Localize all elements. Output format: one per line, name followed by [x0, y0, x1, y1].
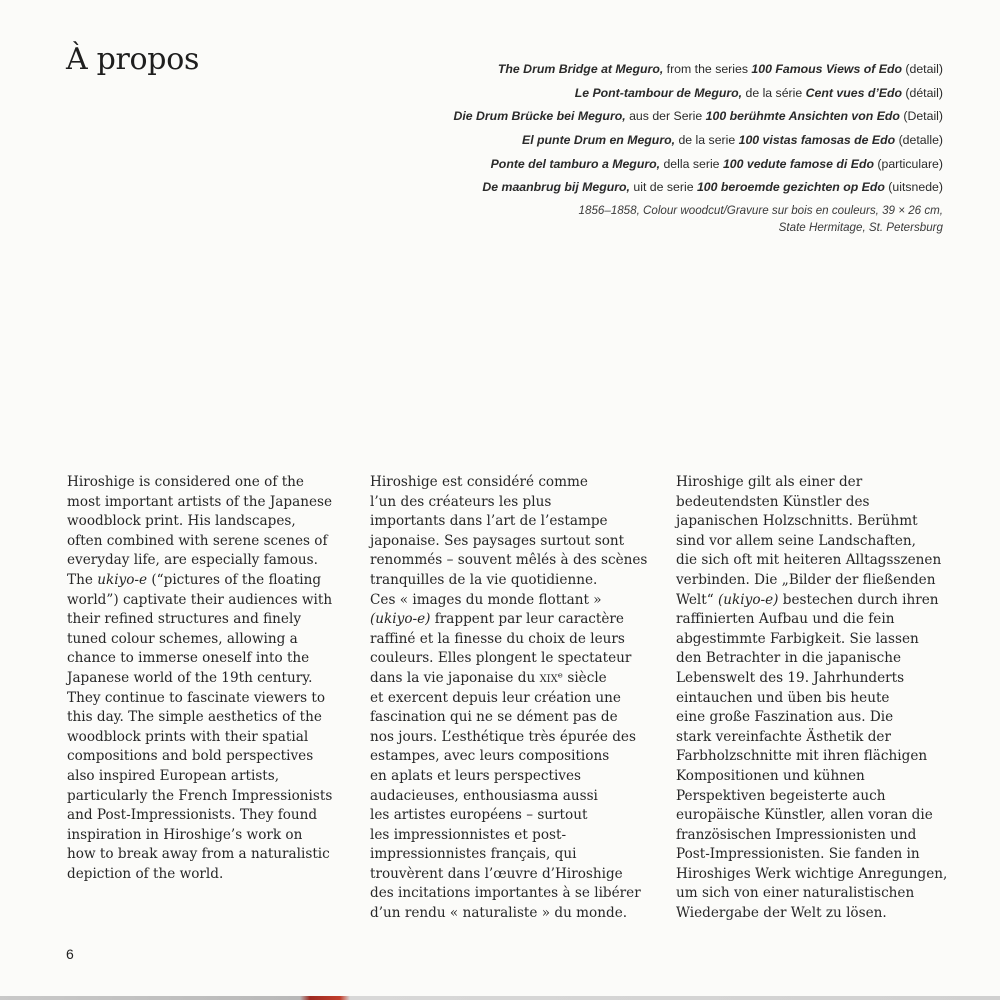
- caption-title: El punte Drum en Meguro,: [522, 133, 676, 148]
- caption-line-it: [383, 153, 943, 177]
- text-line: also inspired European artists,: [67, 767, 280, 784]
- text-line: abgestimmte Farbigkeit. Sie lassen: [676, 630, 919, 647]
- text-line: sind vor allem seine Landschaften,: [676, 532, 916, 549]
- caption-title: Le Pont-tambour de Meguro,: [574, 85, 743, 100]
- text-line: stark vereinfachte Ästhetik der: [676, 728, 891, 745]
- text-line: et exercent depuis leur création une: [370, 689, 621, 706]
- caption-text: uit de serie: [629, 180, 697, 195]
- page-number: 6: [66, 946, 74, 962]
- artwork-caption: [383, 58, 943, 236]
- caption-note: (détail): [901, 85, 943, 100]
- text-line: verbinden. Die „Bilder der fließenden: [676, 571, 936, 588]
- text-line: Hiroshige est considéré comme: [370, 474, 588, 490]
- text-line: this day. The simple aesthetics of the: [67, 709, 322, 726]
- text-line: importants dans l’art de l’estampe: [370, 513, 608, 530]
- artwork-meta: [383, 202, 943, 236]
- text-line: how to break away from a naturalistic: [67, 846, 330, 863]
- text-line: renommés – souvent mêlés à des scènes: [370, 552, 648, 569]
- text-line: Hiroshige gilt als einer der: [676, 474, 863, 490]
- caption-series: 100 Famous Views of Edo: [751, 62, 902, 76]
- text-line: often combined with serene scenes of: [67, 532, 328, 549]
- text-line: raffinierten Aufbau und die fein: [676, 611, 895, 628]
- text-line: [370, 610, 670, 630]
- text-line: Wiedergabe der Welt zu lösen.: [676, 905, 887, 922]
- text-line: die sich oft mit heiteren Alltagsszenen: [676, 552, 942, 569]
- text-line: Lebenswelt des 19. Jahrhunderts: [676, 669, 905, 686]
- text-line: woodblock print. His landscapes,: [67, 513, 296, 530]
- artwork-meta-date-medium: 1856–1858, Colour woodcut/Gravure sur bois en couleurs, 39 × 26 cm,: [578, 204, 943, 218]
- text-line: chance to immerse oneself into the: [67, 650, 310, 667]
- text-line: woodblock prints with their spatial: [67, 728, 309, 745]
- text-segment: bestechen durch ihren: [778, 591, 939, 608]
- text-line: des incitations importantes à se libérer: [370, 885, 641, 902]
- text-line: world”) captivate their audiences with: [67, 591, 333, 608]
- bottom-edge-strip: [0, 996, 1000, 1000]
- text-line: d’un rendu « naturaliste » du monde.: [370, 905, 628, 922]
- caption-line-nl: [383, 176, 943, 200]
- text-line: japanischen Holzschnitts. Berühmt: [676, 513, 918, 530]
- caption-text: della serie: [660, 156, 723, 171]
- caption-note: (particulare): [873, 156, 943, 171]
- caption-note: (Detail): [899, 109, 943, 124]
- text-segment: (“pictures of the floating: [147, 571, 322, 588]
- text-line: eine große Faszination aus. Die: [676, 709, 894, 726]
- text-line: bedeutendsten Künstler des: [676, 493, 870, 510]
- caption-note: (detalle): [895, 133, 943, 148]
- text-line: They continue to fascinate viewers to: [67, 689, 326, 706]
- text-line: their refined structures and finely: [67, 611, 302, 628]
- text-line: französischen Impressionisten und: [676, 826, 917, 843]
- text-segment: The: [67, 571, 98, 588]
- text-column-english: [67, 473, 367, 884]
- text-line: [67, 571, 367, 591]
- text-line: depiction of the world.: [67, 865, 224, 882]
- text-line: fascination qui ne se dément pas de: [370, 709, 618, 726]
- ukiyo-e-term: (ukiyo-e): [370, 611, 431, 628]
- text-line: [370, 669, 670, 689]
- text-segment: dans la vie japonaise du: [370, 669, 540, 686]
- text-line: Hiroshiges Werk wichtige Anregungen,: [676, 865, 948, 882]
- text-line: estampes, avec leurs compositions: [370, 748, 610, 765]
- text-line: Perspektiven begeisterte auch: [676, 787, 886, 804]
- text-line: Hiroshige is considered one of the: [67, 474, 304, 490]
- caption-title: Die Drum Brücke bei Meguro,: [453, 109, 626, 124]
- text-line: audacieuses, enthousiasma aussi: [370, 787, 598, 804]
- text-segment: frappent par leur caractère: [430, 611, 624, 628]
- caption-line-de: [383, 105, 943, 129]
- text-line: Farbholzschnitte mit ihren flächigen: [676, 748, 928, 765]
- text-line: inspiration in Hiroshige’s work on: [67, 826, 303, 843]
- text-line: couleurs. Elles plongent le spectateur: [370, 650, 632, 667]
- text-line: les artistes européens – surtout: [370, 807, 588, 824]
- caption-note: (detail): [901, 62, 943, 76]
- caption-series: 100 vedute famose di Edo: [722, 156, 874, 171]
- text-line: europäische Künstler, allen voran die: [676, 807, 933, 824]
- text-line: nos jours. L’esthétique très épurée des: [370, 728, 636, 745]
- text-line: Post-Impressionisten. Sie fanden in: [676, 846, 920, 863]
- text-column-french: [370, 473, 670, 924]
- text-line: Japanese world of the 19th century.: [67, 669, 313, 686]
- caption-title: De maanbrug bij Meguro,: [482, 180, 630, 195]
- caption-series: Cent vues d’Edo: [805, 85, 902, 100]
- text-line: [676, 591, 976, 611]
- caption-line-en: [383, 58, 943, 82]
- artwork-meta-collection: State Hermitage, St. Petersburg: [778, 221, 943, 235]
- ukiyo-e-term: (ukiyo-e): [718, 591, 779, 608]
- text-line: particularly the French Impressionists: [67, 787, 333, 804]
- caption-line-fr: [383, 82, 943, 106]
- text-line: compositions and bold perspectives: [67, 748, 314, 765]
- caption-series: 100 vistas famosas de Edo: [738, 133, 896, 148]
- caption-title: The Drum Bridge at Meguro,: [497, 62, 664, 76]
- text-segment: Welt“: [676, 591, 718, 608]
- caption-text: aus der Serie: [625, 109, 706, 124]
- text-line: les impressionnistes et post-: [370, 826, 567, 843]
- text-line: l’un des créateurs les plus: [370, 493, 552, 510]
- caption-series: 100 beroemde gezichten op Edo: [696, 180, 885, 195]
- text-line: eintauchen und üben bis heute: [676, 689, 890, 706]
- text-line: impressionnistes français, qui: [370, 846, 577, 863]
- page-heading: À propos: [66, 42, 200, 77]
- text-line: everyday life, are especially famous.: [67, 552, 318, 569]
- caption-text: de la série: [742, 85, 806, 100]
- text-line: trouvèrent dans l’œuvre d’Hiroshige: [370, 865, 623, 882]
- century-suffix: ᵉ: [557, 669, 564, 686]
- text-line: tuned colour schemes, allowing a: [67, 630, 298, 647]
- text-line: en aplats et leurs perspectives: [370, 767, 582, 784]
- caption-line-es: [383, 129, 943, 153]
- text-segment: siècle: [563, 669, 607, 686]
- caption-text: from the series: [663, 62, 752, 76]
- text-line: Kompositionen und kühnen: [676, 767, 865, 784]
- text-line: tranquilles de la vie quotidienne.: [370, 571, 598, 588]
- text-line: um sich von einer naturalistischen: [676, 885, 915, 902]
- caption-title: Ponte del tamburo a Meguro,: [490, 156, 661, 171]
- century-numeral: xix: [539, 669, 558, 686]
- caption-note: (uitsnede): [884, 180, 943, 195]
- text-line: raffiné et la finesse du choix de leurs: [370, 630, 625, 647]
- caption-text: de la serie: [675, 133, 739, 148]
- text-line: and Post-Impressionists. They found: [67, 807, 318, 824]
- text-line: most important artists of the Japanese: [67, 493, 333, 510]
- text-line: den Betrachter in die japanische: [676, 650, 902, 667]
- caption-series: 100 berühmte Ansichten von Edo: [705, 109, 900, 124]
- text-line: japonaise. Ses paysages surtout sont: [370, 532, 625, 549]
- ukiyo-e-term: ukiyo-e: [97, 571, 148, 588]
- text-line: Ces « images du monde flottant »: [370, 591, 602, 608]
- text-column-german: [676, 473, 976, 924]
